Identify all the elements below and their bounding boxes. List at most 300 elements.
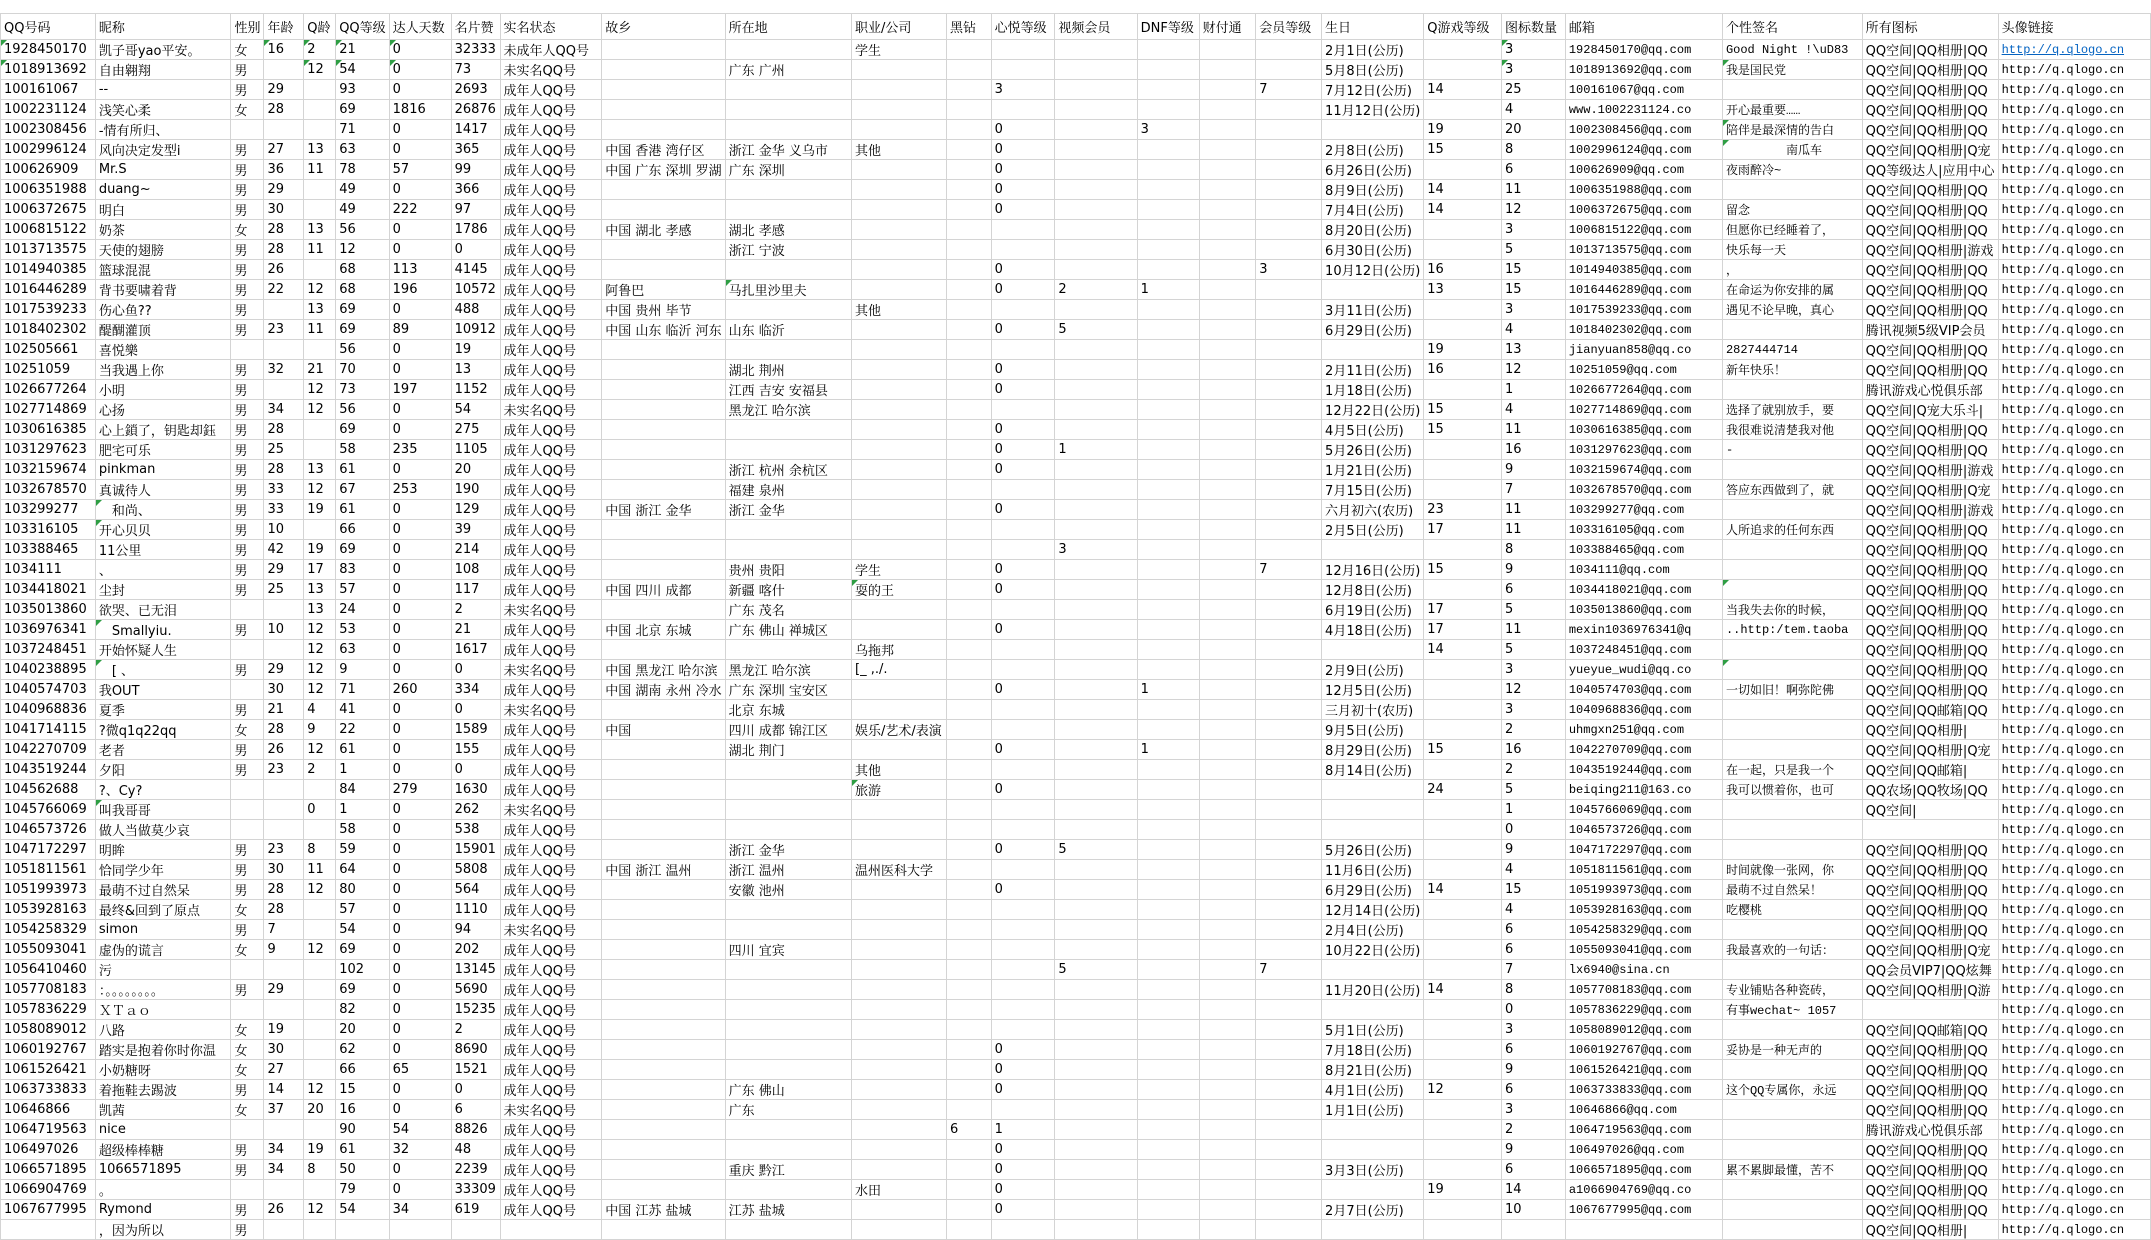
cell-age[interactable]: 30 [264, 1040, 304, 1060]
cell-qgame-level[interactable] [1424, 680, 1502, 700]
cell-hometown[interactable]: 阿鲁巴 [602, 280, 725, 300]
cell-vip-level[interactable] [1256, 120, 1322, 140]
cell-nickname[interactable]: 八路 [95, 1020, 231, 1040]
cell-signature[interactable] [1722, 460, 1862, 480]
cell-hometown[interactable]: 中国 黑龙江 哈尔滨 [602, 660, 725, 680]
cell-avatar-link[interactable]: http://q.qlogo.cn [1998, 560, 2150, 580]
cell-age[interactable] [264, 1220, 304, 1240]
cell-qq-age[interactable] [304, 1180, 336, 1200]
cell-all-icons[interactable]: QQ空间|QQ邮箱|QQ [1862, 1020, 1998, 1040]
cell-video-vip[interactable] [1055, 300, 1137, 320]
cell-qgame-level[interactable] [1424, 940, 1502, 960]
cell-nickname[interactable]: 叫我哥哥 [95, 800, 231, 820]
cell-job[interactable] [852, 360, 947, 380]
cell-card-likes[interactable]: 0 [451, 240, 500, 260]
cell-signature[interactable]: 但愿你已经睡着了， [1722, 220, 1862, 240]
cell-avatar-link[interactable]: http://q.qlogo.cn [1998, 440, 2150, 460]
cell-vip-level[interactable] [1256, 1100, 1322, 1120]
cell-xinyue-level[interactable] [991, 980, 1055, 1000]
cell-hometown[interactable] [602, 180, 725, 200]
cell-gender[interactable]: 女 [231, 720, 264, 740]
cell-realname-status[interactable]: 成年人QQ号 [500, 580, 602, 600]
cell-card-likes[interactable]: 32333 [451, 40, 500, 60]
cell-video-vip[interactable] [1055, 640, 1137, 660]
cell-qq-age[interactable] [304, 120, 336, 140]
cell-hometown[interactable] [602, 80, 725, 100]
cell-signature[interactable] [1722, 840, 1862, 860]
cell-hometown[interactable] [602, 780, 725, 800]
cell-job[interactable] [852, 1220, 947, 1240]
cell-daren-days[interactable]: 0 [389, 420, 451, 440]
cell-heizuan[interactable] [946, 860, 991, 880]
cell-heizuan[interactable] [946, 520, 991, 540]
cell-all-icons[interactable]: QQ空间|QQ相册|QQ [1862, 920, 1998, 940]
cell-qgame-level[interactable]: 13 [1424, 280, 1502, 300]
cell-caifutong[interactable] [1199, 980, 1256, 1000]
cell-xinyue-level[interactable] [991, 40, 1055, 60]
cell-location[interactable]: 湖北 荆门 [725, 740, 851, 760]
cell-nickname[interactable]: 污 [95, 960, 231, 980]
cell-caifutong[interactable] [1199, 1140, 1256, 1160]
cell-location[interactable] [725, 1180, 851, 1200]
cell-dnf-level[interactable] [1137, 1080, 1199, 1100]
cell-qq-level[interactable]: 1 [336, 760, 389, 780]
cell-avatar-link[interactable]: http://q.qlogo.cn [1998, 380, 2150, 400]
cell-all-icons[interactable]: QQ空间|QQ相册|QQ [1862, 560, 1998, 580]
cell-xinyue-level[interactable]: 0 [991, 260, 1055, 280]
cell-realname-status[interactable]: 成年人QQ号 [500, 540, 602, 560]
cell-gender[interactable]: 男 [231, 280, 264, 300]
cell-hometown[interactable] [602, 640, 725, 660]
cell-realname-status[interactable]: 成年人QQ号 [500, 1180, 602, 1200]
cell-signature[interactable] [1722, 1200, 1862, 1220]
cell-qq-age[interactable] [304, 900, 336, 920]
cell-job[interactable] [852, 320, 947, 340]
cell-heizuan[interactable] [946, 640, 991, 660]
cell-location[interactable] [725, 960, 851, 980]
cell-location[interactable]: 浙江 温州 [725, 860, 851, 880]
cell-heizuan[interactable] [946, 1160, 991, 1180]
cell-all-icons[interactable]: QQ空间|QQ相册|QQ [1862, 840, 1998, 860]
cell-daren-days[interactable]: 0 [389, 940, 451, 960]
cell-job[interactable]: 旅游 [852, 780, 947, 800]
cell-all-icons[interactable]: QQ空间|QQ相册|QQ [1862, 520, 1998, 540]
cell-nickname[interactable]: 尘封 [95, 580, 231, 600]
cell-hometown[interactable] [602, 1120, 725, 1140]
cell-email[interactable]: a1066904769@qq.co [1565, 1180, 1722, 1200]
cell-dnf-level[interactable] [1137, 220, 1199, 240]
cell-qq[interactable]: 1042270709 [1, 740, 96, 760]
cell-job[interactable] [852, 220, 947, 240]
cell-realname-status[interactable]: 成年人QQ号 [500, 820, 602, 840]
cell-all-icons[interactable]: QQ空间|QQ相册|游戏 [1862, 240, 1998, 260]
cell-vip-level[interactable] [1256, 100, 1322, 120]
cell-avatar-link[interactable]: http://q.qlogo.cn [1998, 400, 2150, 420]
cell-signature[interactable]: 答应东西做到了，就 [1722, 480, 1862, 500]
cell-xinyue-level[interactable]: 0 [991, 120, 1055, 140]
cell-caifutong[interactable] [1199, 700, 1256, 720]
cell-signature[interactable] [1722, 1020, 1862, 1040]
cell-age[interactable] [264, 1180, 304, 1200]
cell-hometown[interactable]: 中国 四川 成都 [602, 580, 725, 600]
cell-realname-status[interactable]: 成年人QQ号 [500, 1000, 602, 1020]
cell-dnf-level[interactable] [1137, 1100, 1199, 1120]
cell-qgame-level[interactable]: 15 [1424, 140, 1502, 160]
cell-email[interactable]: 1047172297@qq.com [1565, 840, 1722, 860]
cell-nickname[interactable]: Rymond [95, 1200, 231, 1220]
cell-location[interactable]: 黑龙江 哈尔滨 [725, 660, 851, 680]
cell-qgame-level[interactable]: 15 [1424, 420, 1502, 440]
cell-gender[interactable]: 男 [231, 840, 264, 860]
cell-xinyue-level[interactable] [991, 220, 1055, 240]
cell-qq-age[interactable]: 11 [304, 860, 336, 880]
cell-hometown[interactable] [602, 740, 725, 760]
cell-location[interactable]: 北京 东城 [725, 700, 851, 720]
cell-icon-count[interactable]: 8 [1502, 540, 1566, 560]
cell-card-likes[interactable]: 262 [451, 800, 500, 820]
cell-signature[interactable] [1722, 560, 1862, 580]
cell-job[interactable]: 学生 [852, 40, 947, 60]
cell-hometown[interactable] [602, 1020, 725, 1040]
cell-qq-level[interactable]: 57 [336, 580, 389, 600]
cell-location[interactable] [725, 980, 851, 1000]
cell-signature[interactable] [1722, 920, 1862, 940]
cell-all-icons[interactable]: QQ空间|QQ相册|QQ [1862, 680, 1998, 700]
cell-qq[interactable]: 1018913692 [1, 60, 96, 80]
cell-nickname[interactable]: 11公里 [95, 540, 231, 560]
cell-nickname[interactable]: ?微q1q22qq [95, 720, 231, 740]
cell-location[interactable]: 四川 成都 锦江区 [725, 720, 851, 740]
cell-avatar-link[interactable]: http://q.qlogo.cn [1998, 500, 2150, 520]
cell-qq-age[interactable]: 12 [304, 680, 336, 700]
cell-qgame-level[interactable]: 17 [1424, 520, 1502, 540]
cell-location[interactable]: 广东 [725, 1100, 851, 1120]
cell-hometown[interactable] [602, 340, 725, 360]
cell-location[interactable] [725, 540, 851, 560]
cell-icon-count[interactable]: 4 [1502, 400, 1566, 420]
cell-qq[interactable]: 1017539233 [1, 300, 96, 320]
cell-heizuan[interactable] [946, 1020, 991, 1040]
cell-qgame-level[interactable] [1424, 300, 1502, 320]
cell-age[interactable]: 14 [264, 1080, 304, 1100]
cell-daren-days[interactable]: 0 [389, 800, 451, 820]
cell-caifutong[interactable] [1199, 60, 1256, 80]
cell-hometown[interactable] [602, 900, 725, 920]
cell-dnf-level[interactable] [1137, 700, 1199, 720]
cell-birthday[interactable]: 6月30日(公历) [1322, 240, 1424, 260]
cell-age[interactable]: 23 [264, 840, 304, 860]
cell-xinyue-level[interactable] [991, 820, 1055, 840]
cell-qq-level[interactable]: 61 [336, 1140, 389, 1160]
cell-qq-age[interactable]: 2 [304, 760, 336, 780]
cell-vip-level[interactable] [1256, 1000, 1322, 1020]
cell-heizuan[interactable] [946, 1000, 991, 1020]
cell-video-vip[interactable] [1055, 1020, 1137, 1040]
cell-dnf-level[interactable] [1137, 1040, 1199, 1060]
cell-qq[interactable]: 1040238895 [1, 660, 96, 680]
cell-all-icons[interactable]: QQ空间|QQ相册|Q宠 [1862, 940, 1998, 960]
cell-icon-count[interactable]: 3 [1502, 40, 1566, 60]
cell-avatar-link[interactable]: http://q.qlogo.cn [1998, 120, 2150, 140]
cell-qq-age[interactable]: 12 [304, 620, 336, 640]
cell-all-icons[interactable]: QQ空间|QQ相册|QQ [1862, 860, 1998, 880]
cell-qq-age[interactable] [304, 820, 336, 840]
cell-vip-level[interactable] [1256, 900, 1322, 920]
cell-email[interactable]: 1016446289@qq.com [1565, 280, 1722, 300]
cell-video-vip[interactable] [1055, 180, 1137, 200]
cell-nickname[interactable]: duang~ [95, 180, 231, 200]
col-header-qq-age[interactable]: Q龄 [304, 14, 336, 40]
cell-qq-level[interactable]: 56 [336, 400, 389, 420]
cell-job[interactable] [852, 60, 947, 80]
cell-video-vip[interactable] [1055, 860, 1137, 880]
cell-caifutong[interactable] [1199, 380, 1256, 400]
cell-avatar-link[interactable]: http://q.qlogo.cn [1998, 1040, 2150, 1060]
cell-job[interactable]: 水田 [852, 1180, 947, 1200]
cell-dnf-level[interactable] [1137, 340, 1199, 360]
cell-hometown[interactable] [602, 540, 725, 560]
cell-gender[interactable]: 男 [231, 160, 264, 180]
cell-qq-age[interactable]: 8 [304, 1160, 336, 1180]
cell-qq-level[interactable]: 20 [336, 1020, 389, 1040]
cell-qq-age[interactable]: 13 [304, 300, 336, 320]
cell-heizuan[interactable] [946, 240, 991, 260]
cell-xinyue-level[interactable]: 3 [991, 80, 1055, 100]
cell-age[interactable]: 16 [264, 40, 304, 60]
cell-daren-days[interactable]: 0 [389, 400, 451, 420]
cell-hometown[interactable] [602, 100, 725, 120]
cell-nickname[interactable]: 风向决定发型i [95, 140, 231, 160]
cell-daren-days[interactable]: 0 [389, 640, 451, 660]
cell-realname-status[interactable]: 未实名QQ号 [500, 700, 602, 720]
cell-signature[interactable] [1722, 540, 1862, 560]
cell-card-likes[interactable]: 13145 [451, 960, 500, 980]
cell-qq[interactable]: 1031297623 [1, 440, 96, 460]
cell-qq-age[interactable]: 4 [304, 700, 336, 720]
cell-avatar-link[interactable]: http://q.qlogo.cn [1998, 180, 2150, 200]
cell-all-icons[interactable]: QQ空间|QQ相册|QQ [1862, 280, 1998, 300]
cell-nickname[interactable]: 醍醐灌顶 [95, 320, 231, 340]
cell-realname-status[interactable]: 未实名QQ号 [500, 60, 602, 80]
cell-video-vip[interactable] [1055, 380, 1137, 400]
cell-qq-age[interactable]: 11 [304, 320, 336, 340]
cell-qq-age[interactable] [304, 1060, 336, 1080]
cell-dnf-level[interactable] [1137, 580, 1199, 600]
cell-email[interactable]: 1060192767@qq.com [1565, 1040, 1722, 1060]
cell-job[interactable]: 温州医科大学 [852, 860, 947, 880]
cell-heizuan[interactable] [946, 440, 991, 460]
cell-vip-level[interactable] [1256, 500, 1322, 520]
cell-nickname[interactable]: 。 [95, 1180, 231, 1200]
cell-qq-level[interactable]: 41 [336, 700, 389, 720]
col-header-signature[interactable]: 个性签名 [1722, 14, 1862, 40]
cell-xinyue-level[interactable]: 0 [991, 180, 1055, 200]
cell-job[interactable] [852, 540, 947, 560]
cell-avatar-link[interactable]: http://q.qlogo.cn [1998, 60, 2150, 80]
cell-qgame-level[interactable] [1424, 1220, 1502, 1240]
cell-qq[interactable]: 1002308456 [1, 120, 96, 140]
cell-qq-level[interactable]: 93 [336, 80, 389, 100]
cell-video-vip[interactable] [1055, 600, 1137, 620]
cell-email[interactable]: 106497026@qq.com [1565, 1140, 1722, 1160]
cell-avatar-link[interactable]: http://q.qlogo.cn [1998, 600, 2150, 620]
cell-job[interactable] [852, 820, 947, 840]
cell-email[interactable]: 1063733833@qq.com [1565, 1080, 1722, 1100]
cell-daren-days[interactable]: 0 [389, 540, 451, 560]
cell-video-vip[interactable]: 5 [1055, 960, 1137, 980]
cell-heizuan[interactable] [946, 80, 991, 100]
cell-avatar-link[interactable]: http://q.qlogo.cn [1998, 300, 2150, 320]
cell-qq-age[interactable]: 2 [304, 40, 336, 60]
cell-gender[interactable]: 男 [231, 480, 264, 500]
cell-realname-status[interactable]: 成年人QQ号 [500, 80, 602, 100]
col-header-icon-count[interactable]: 图标数量 [1502, 14, 1566, 40]
cell-caifutong[interactable] [1199, 500, 1256, 520]
cell-xinyue-level[interactable]: 0 [991, 140, 1055, 160]
cell-qq[interactable]: 1053928163 [1, 900, 96, 920]
cell-birthday[interactable]: 8月9日(公历) [1322, 180, 1424, 200]
cell-icon-count[interactable]: 10 [1502, 1200, 1566, 1220]
cell-icon-count[interactable]: 11 [1502, 620, 1566, 640]
cell-qgame-level[interactable] [1424, 920, 1502, 940]
cell-qq[interactable]: 1058089012 [1, 1020, 96, 1040]
cell-gender[interactable] [231, 1180, 264, 1200]
cell-qq-age[interactable] [304, 440, 336, 460]
cell-all-icons[interactable]: QQ空间|QQ相册|QQ [1862, 260, 1998, 280]
cell-age[interactable] [264, 380, 304, 400]
cell-qgame-level[interactable]: 15 [1424, 560, 1502, 580]
cell-heizuan[interactable] [946, 220, 991, 240]
cell-job[interactable] [852, 160, 947, 180]
cell-email[interactable]: lx6940@sina.cn [1565, 960, 1722, 980]
cell-age[interactable] [264, 640, 304, 660]
cell-signature[interactable]: 2827444714 [1722, 340, 1862, 360]
cell-gender[interactable]: 男 [231, 180, 264, 200]
cell-icon-count[interactable]: 6 [1502, 940, 1566, 960]
cell-card-likes[interactable]: 33309 [451, 1180, 500, 1200]
cell-avatar-link[interactable]: http://q.qlogo.cn [1998, 900, 2150, 920]
cell-birthday[interactable]: 1月1日(公历) [1322, 1100, 1424, 1120]
cell-daren-days[interactable]: 113 [389, 260, 451, 280]
cell-hometown[interactable] [602, 820, 725, 840]
cell-qq[interactable]: 1057708183 [1, 980, 96, 1000]
cell-qgame-level[interactable] [1424, 240, 1502, 260]
cell-vip-level[interactable] [1256, 840, 1322, 860]
cell-caifutong[interactable] [1199, 800, 1256, 820]
cell-birthday[interactable]: 5月26日(公历) [1322, 840, 1424, 860]
cell-email[interactable]: beiqing211@163.co [1565, 780, 1722, 800]
cell-realname-status[interactable]: 成年人QQ号 [500, 440, 602, 460]
cell-daren-days[interactable]: 0 [389, 820, 451, 840]
cell-icon-count[interactable]: 3 [1502, 1100, 1566, 1120]
cell-hometown[interactable] [602, 800, 725, 820]
cell-nickname[interactable]: 明白 [95, 200, 231, 220]
cell-qgame-level[interactable] [1424, 40, 1502, 60]
cell-location[interactable]: 江苏 盐城 [725, 1200, 851, 1220]
cell-xinyue-level[interactable] [991, 960, 1055, 980]
cell-xinyue-level[interactable]: 0 [991, 880, 1055, 900]
cell-caifutong[interactable] [1199, 240, 1256, 260]
cell-email[interactable]: 1034111@qq.com [1565, 560, 1722, 580]
cell-qq-age[interactable] [304, 260, 336, 280]
cell-email[interactable]: 1017539233@qq.com [1565, 300, 1722, 320]
cell-dnf-level[interactable] [1137, 1020, 1199, 1040]
cell-qq-age[interactable]: 19 [304, 1140, 336, 1160]
cell-gender[interactable]: 男 [231, 360, 264, 380]
cell-job[interactable] [852, 1060, 947, 1080]
cell-age[interactable] [264, 60, 304, 80]
cell-location[interactable] [725, 40, 851, 60]
cell-video-vip[interactable] [1055, 1160, 1137, 1180]
cell-location[interactable] [725, 120, 851, 140]
cell-qgame-level[interactable]: 12 [1424, 1080, 1502, 1100]
cell-nickname[interactable]: 做人当做莫少哀 [95, 820, 231, 840]
cell-all-icons[interactable]: QQ空间|QQ相册|QQ [1862, 80, 1998, 100]
cell-xinyue-level[interactable]: 0 [991, 1040, 1055, 1060]
cell-age[interactable]: 23 [264, 760, 304, 780]
cell-job[interactable] [852, 920, 947, 940]
cell-avatar-link[interactable]: http://q.qlogo.cn [1998, 160, 2150, 180]
cell-birthday[interactable] [1322, 1220, 1424, 1240]
cell-icon-count[interactable]: 9 [1502, 460, 1566, 480]
cell-daren-days[interactable]: 0 [389, 620, 451, 640]
cell-nickname[interactable]: 真诚待人 [95, 480, 231, 500]
cell-icon-count[interactable]: 25 [1502, 80, 1566, 100]
cell-dnf-level[interactable] [1137, 940, 1199, 960]
cell-hometown[interactable] [602, 960, 725, 980]
cell-qq-age[interactable] [304, 100, 336, 120]
cell-daren-days[interactable]: 0 [389, 1040, 451, 1060]
cell-realname-status[interactable]: 成年人QQ号 [500, 720, 602, 740]
cell-email[interactable]: 10646866@qq.com [1565, 1100, 1722, 1120]
cell-signature[interactable]: 我很难说清楚我对他 [1722, 420, 1862, 440]
cell-job[interactable]: 乌拖邦 [852, 640, 947, 660]
cell-job[interactable] [852, 1120, 947, 1140]
cell-xinyue-level[interactable]: 0 [991, 360, 1055, 380]
cell-card-likes[interactable]: 10572 [451, 280, 500, 300]
cell-qq-age[interactable]: 12 [304, 880, 336, 900]
cell-xinyue-level[interactable]: 0 [991, 1060, 1055, 1080]
cell-signature[interactable]: 我可以惯着你，也可 [1722, 780, 1862, 800]
cell-hometown[interactable] [602, 560, 725, 580]
cell-dnf-level[interactable] [1137, 380, 1199, 400]
cell-daren-days[interactable]: 0 [389, 660, 451, 680]
cell-job[interactable] [852, 800, 947, 820]
cell-age[interactable]: 34 [264, 1160, 304, 1180]
cell-birthday[interactable]: 12月22日(公历) [1322, 400, 1424, 420]
cell-avatar-link[interactable]: http://q.qlogo.cn [1998, 980, 2150, 1000]
cell-nickname[interactable]: 凯茜 [95, 1100, 231, 1120]
cell-qq-level[interactable]: 61 [336, 500, 389, 520]
col-header-qq-level[interactable]: QQ等级 [336, 14, 389, 40]
cell-realname-status[interactable]: 成年人QQ号 [500, 940, 602, 960]
cell-email[interactable]: 1040574703@qq.com [1565, 680, 1722, 700]
cell-qq-level[interactable]: 69 [336, 980, 389, 1000]
cell-qq-age[interactable]: 19 [304, 540, 336, 560]
cell-gender[interactable]: 女 [231, 940, 264, 960]
cell-xinyue-level[interactable] [991, 540, 1055, 560]
cell-video-vip[interactable] [1055, 880, 1137, 900]
cell-birthday[interactable]: 11月12日(公历) [1322, 100, 1424, 120]
cell-qq-level[interactable]: 58 [336, 820, 389, 840]
cell-vip-level[interactable] [1256, 340, 1322, 360]
cell-qgame-level[interactable] [1424, 720, 1502, 740]
cell-email[interactable]: 1067677995@qq.com [1565, 1200, 1722, 1220]
cell-heizuan[interactable] [946, 480, 991, 500]
cell-location[interactable]: 广东 佛山 禅城区 [725, 620, 851, 640]
cell-video-vip[interactable] [1055, 40, 1137, 60]
cell-birthday[interactable] [1322, 120, 1424, 140]
